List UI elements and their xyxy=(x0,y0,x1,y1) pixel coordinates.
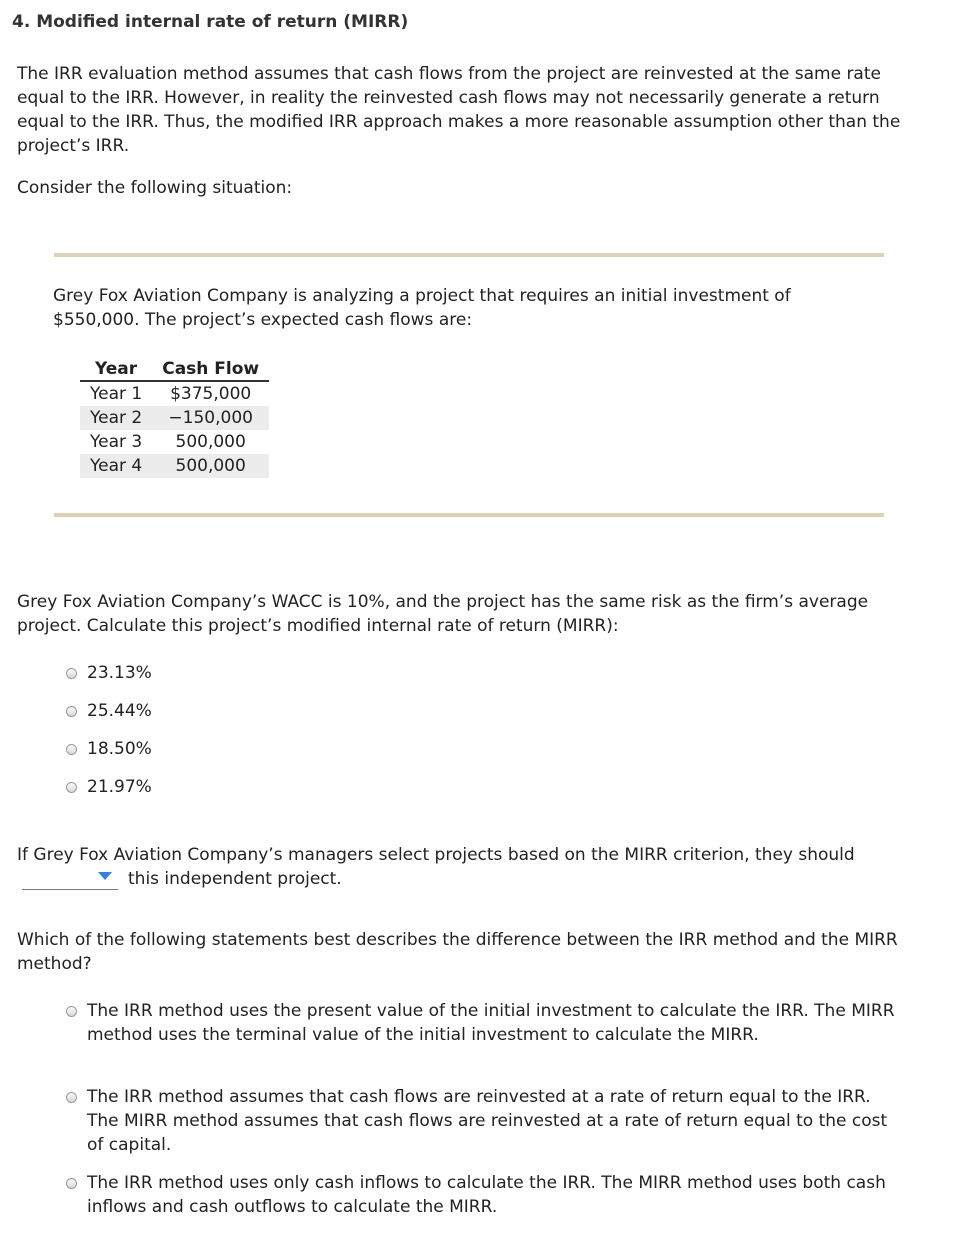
option-label: 23.13% xyxy=(87,663,152,683)
top-divider xyxy=(54,253,884,257)
table-row xyxy=(80,381,269,406)
mirr-option-4[interactable] xyxy=(66,775,152,799)
question-title: 4. Modified internal rate of return (MIRR) xyxy=(12,12,409,32)
mirr-option-1[interactable] xyxy=(66,661,152,685)
table-header-cash-flow: Cash Flow xyxy=(152,357,269,381)
wacc-question: Grey Fox Aviation Company’s WACC is 10%, and the project has the same risk as the firm’s average project. Calculate this project’s modified internal rate of return (MIRR): xyxy=(17,592,869,636)
year-cell: Year 2 xyxy=(80,406,152,430)
statement-option-3[interactable] xyxy=(66,1171,907,1219)
consider-text: Consider the following situation: xyxy=(17,178,293,198)
table-row xyxy=(80,406,269,430)
statement-option-1[interactable] xyxy=(66,999,907,1047)
cash-flow-cell: $375,000 xyxy=(170,384,252,404)
radio-button[interactable] xyxy=(66,668,77,679)
bottom-divider xyxy=(54,513,884,517)
table-row xyxy=(80,454,269,478)
radio-button[interactable] xyxy=(66,706,77,717)
cash-flow-cell: 500,000 xyxy=(175,432,246,452)
radio-button[interactable] xyxy=(66,744,77,755)
criterion-text-line1: If Grey Fox Aviation Company’s managers select projects based on the MIRR criterion, they should xyxy=(17,845,855,865)
year-cell: Year 3 xyxy=(90,432,143,452)
option-label: The IRR method uses only cash inflows to calculate the IRR. The MIRR method uses both cash inflows and cash outflows to calculate the MIRR. xyxy=(87,1173,886,1217)
mirr-option-2[interactable] xyxy=(66,699,152,723)
option-label: 25.44% xyxy=(87,701,152,721)
year-cell: Year 4 xyxy=(80,454,152,478)
option-label: The IRR method uses the present value of the initial investment to calculate the IRR. The MIRR method uses the terminal value of the initial investment to calculate the MIRR. xyxy=(87,1001,895,1045)
intro-paragraph: The IRR evaluation method assumes that cash flows from the project are reinvested at the same rate equal to the IRR. However, in reality the reinvested cash flows may not necessarily generate a return equal to the IRR. Thus, the modified IRR approach makes a more reasonable assumption other than the project’s IRR. xyxy=(17,64,901,156)
option-label: 21.97% xyxy=(87,777,152,797)
chevron-down-icon[interactable] xyxy=(98,872,112,880)
scenario-text: Grey Fox Aviation Company is analyzing a project that requires an initial investment of $550,000. The project’s expected cash flows are: xyxy=(53,286,791,330)
option-label: 18.50% xyxy=(87,739,152,759)
cash-flow-cell: −150,000 xyxy=(152,406,269,430)
statement-option-2[interactable] xyxy=(66,1085,907,1157)
mirr-option-3[interactable] xyxy=(66,737,152,761)
radio-button[interactable] xyxy=(66,1178,77,1189)
criterion-text-line2: this independent project. xyxy=(128,869,342,889)
difference-question: Which of the following statements best describes the difference between the IRR method and the MIRR method? xyxy=(17,930,898,974)
option-label: The IRR method assumes that cash flows are reinvested at a rate of return equal to the IRR. The MIRR method assumes that cash flows are reinvested at a rate of return equal to the cost of capital. xyxy=(87,1087,888,1155)
table-row xyxy=(80,430,269,454)
radio-button[interactable] xyxy=(66,1006,77,1017)
accept-reject-dropdown[interactable] xyxy=(22,869,118,890)
radio-button[interactable] xyxy=(66,782,77,793)
cash-flow-cell: 500,000 xyxy=(152,454,269,478)
radio-button[interactable] xyxy=(66,1092,77,1103)
cash-flow-table xyxy=(80,357,269,478)
year-cell: Year 1 xyxy=(90,384,143,404)
table-header-year: Year xyxy=(80,357,152,381)
